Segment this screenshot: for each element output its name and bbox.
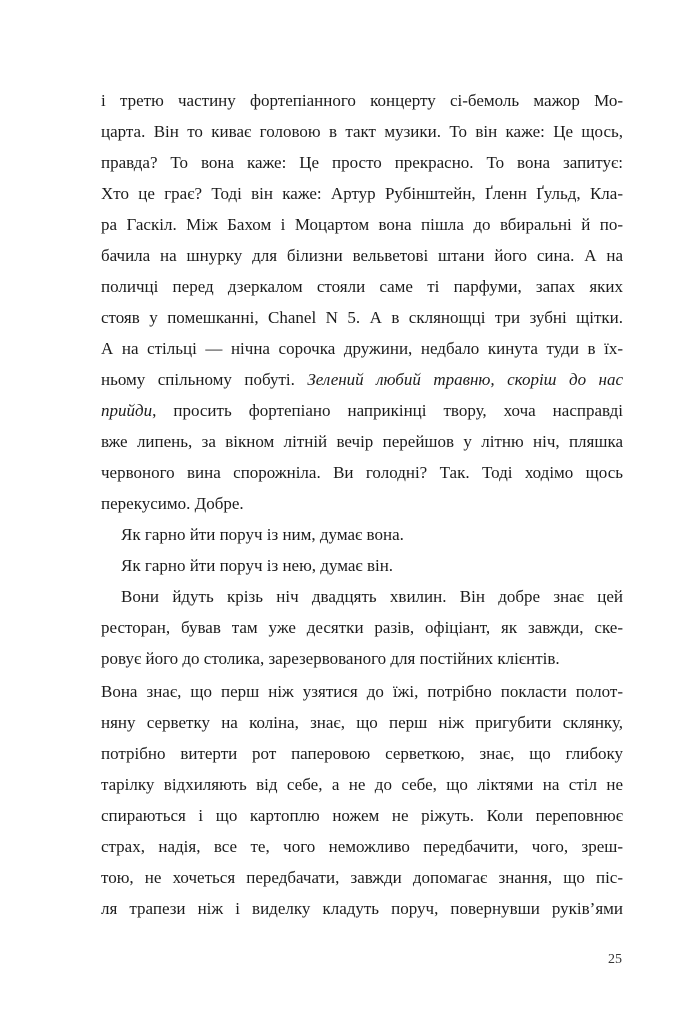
text-line	[101, 519, 623, 550]
text-line	[101, 581, 623, 612]
text-line	[101, 643, 623, 674]
text-run: і третю частину фортепіанного концерту сі-бемоль мажор Мо-	[101, 91, 623, 110]
text-run: перекусимо. Добре.	[101, 494, 244, 513]
text-run: Як гарно йти поруч із ним, думає вона.	[121, 525, 404, 544]
text-line	[101, 426, 623, 457]
text-run: няну серветку на коліна, знає, що перш ніж пригубити склянку,	[101, 713, 623, 732]
text-line	[101, 333, 623, 364]
text-run: Хто це грає? Тоді він каже: Артур Рубінштейн, Ґленн Ґульд, Кла-	[101, 184, 623, 203]
text-run: тарілку відхиляють від себе, а не до себе, що ліктями на стіл не	[101, 775, 623, 794]
text-run: вже липень, за вікном літній вечір перейшов у літню ніч, пляшка	[101, 432, 623, 451]
italic-text: прийди	[101, 401, 153, 420]
text-line	[101, 271, 623, 302]
text-line	[101, 488, 623, 519]
text-run: поличці перед дзеркалом стояли саме ті парфуми, запах яких	[101, 277, 623, 296]
text-line	[101, 364, 623, 395]
text-run: ля трапези ніж і виделку кладуть поруч, повернувши руків’ями	[101, 899, 623, 918]
text-line	[101, 707, 623, 738]
text-line	[101, 178, 623, 209]
text-run: Як гарно йти поруч із нею, думає він.	[121, 556, 394, 575]
text-run: тою, не хочеться передбачати, завжди допомагає знання, що піс-	[101, 868, 623, 887]
text-run: Вони йдуть крізь ніч двадцять хвилин. Він добре знає цей	[121, 587, 623, 606]
text-line	[101, 738, 623, 769]
italic-text: Зелений любий травню, скоріш до нас	[307, 370, 624, 389]
text-line	[101, 209, 623, 240]
text-run: червоного вина спорожніла. Ви голодні? Так. Тоді ходімо щось	[101, 463, 623, 482]
text-run: спираються і що картоплю ножем не ріжуть. Коли переповнює	[101, 806, 623, 825]
text-run: страх, надія, все те, чого неможливо передбачити, чого, зреш-	[101, 837, 623, 856]
text-line	[101, 800, 623, 831]
text-line	[101, 831, 623, 862]
text-line	[101, 457, 623, 488]
text-run: ресторан, бував там уже десятки разів, офіціант, як завжди, ске-	[101, 618, 623, 637]
text-line	[101, 550, 623, 581]
text-run: Вона знає, що перш ніж узятися до їжі, потрібно покласти полот-	[101, 682, 623, 701]
text-run: потрібно витерти рот паперовою серветкою, знає, що глибоку	[101, 744, 623, 763]
text-run: , просить фортепіано наприкінці твору, хоча насправді	[152, 401, 623, 420]
text-run: стояв у помешканні, Chanel N 5. А в склянощці три зубні щітки.	[101, 308, 623, 327]
text-line	[101, 612, 623, 643]
text-line	[101, 116, 623, 147]
text-run: царта. Він то киває головою в такт музики. То він каже: Це щось,	[101, 122, 623, 141]
text-run: ра Гаскіл. Між Бахом і Моцартом вона пішла до вбиральні й по-	[101, 215, 623, 234]
text-run: бачила на шнурку для білизни вельветові штани його сина. А на	[101, 246, 623, 265]
text-run: ровує його до столика, зарезервованого для постійних клієнтів.	[101, 649, 560, 668]
text-line	[101, 240, 623, 271]
text-line	[101, 395, 623, 426]
page-number: 25	[608, 952, 622, 967]
text-line	[101, 676, 623, 707]
text-run: правда? То вона каже: Це просто прекрасно. То вона запитує:	[101, 153, 623, 172]
text-line	[101, 85, 623, 116]
text-line	[101, 147, 623, 178]
text-run: ньому спільному побуті.	[101, 370, 308, 389]
text-line	[101, 893, 623, 924]
text-block-upper	[101, 85, 623, 674]
text-line	[101, 302, 623, 333]
text-block-lower	[101, 676, 623, 924]
text-run: А на стільці — нічна сорочка дружини, недбало кинута туди в їх-	[101, 339, 623, 358]
text-line	[101, 862, 623, 893]
text-line	[101, 769, 623, 800]
